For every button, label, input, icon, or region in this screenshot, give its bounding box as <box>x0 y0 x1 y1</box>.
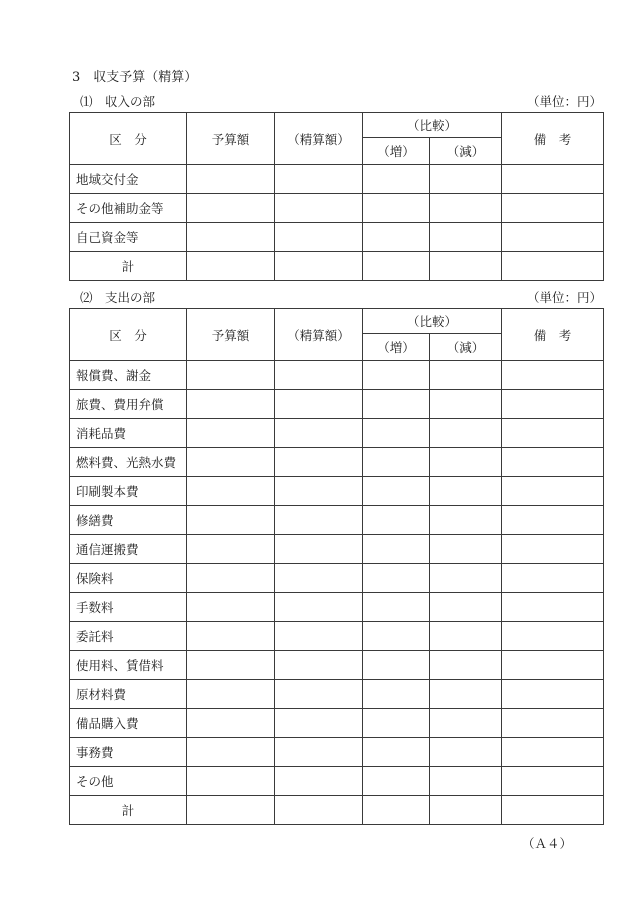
decrease-cell[interactable] <box>430 535 502 564</box>
table-row <box>70 419 604 448</box>
budget-cell[interactable] <box>187 564 275 593</box>
row-label: 自己資金等 <box>70 223 187 252</box>
settled-cell[interactable] <box>275 593 363 622</box>
increase-cell[interactable] <box>363 709 430 738</box>
settled-cell[interactable] <box>275 767 363 796</box>
decrease-cell[interactable] <box>430 593 502 622</box>
row-label: 使用料、賃借料 <box>70 651 187 680</box>
settled-cell[interactable] <box>275 390 363 419</box>
table-row <box>70 535 604 564</box>
income-header-increase: （増） <box>363 138 430 165</box>
income-header-comparison: （比較） <box>363 113 502 138</box>
row-label: 消耗品費 <box>70 419 187 448</box>
budget-cell[interactable] <box>187 680 275 709</box>
expense-subtitle: ⑵ 支出の部 <box>80 290 156 305</box>
decrease-cell[interactable] <box>430 477 502 506</box>
decrease-cell[interactable] <box>430 564 502 593</box>
income-header-decrease: （減） <box>430 138 502 165</box>
row-label: 報償費、謝金 <box>70 361 187 390</box>
remarks-cell[interactable] <box>502 448 604 477</box>
increase-cell[interactable] <box>363 361 430 390</box>
settled-cell[interactable] <box>275 709 363 738</box>
decrease-cell[interactable] <box>430 709 502 738</box>
income-subtitle: ⑴ 収入の部 <box>80 94 156 109</box>
table-row <box>70 223 604 252</box>
settled-cell[interactable] <box>275 252 363 281</box>
settled-cell[interactable] <box>275 165 363 194</box>
table-row <box>70 622 604 651</box>
income-header-remarks: 備 考 <box>502 113 604 165</box>
budget-cell[interactable] <box>187 223 275 252</box>
income-unit: （単位：円） <box>526 94 602 109</box>
settled-cell[interactable] <box>275 535 363 564</box>
settled-cell[interactable] <box>275 477 363 506</box>
decrease-cell[interactable] <box>430 252 502 281</box>
row-label: その他補助金等 <box>70 194 187 223</box>
row-label: その他 <box>70 767 187 796</box>
remarks-cell[interactable] <box>502 419 604 448</box>
increase-cell[interactable] <box>363 767 430 796</box>
increase-cell[interactable] <box>363 419 430 448</box>
increase-cell[interactable] <box>363 477 430 506</box>
increase-cell[interactable] <box>363 165 430 194</box>
decrease-cell[interactable] <box>430 194 502 223</box>
expense-table-body <box>70 309 604 825</box>
budget-cell[interactable] <box>187 390 275 419</box>
decrease-cell[interactable] <box>430 165 502 194</box>
income-total-row <box>70 252 604 281</box>
row-label: 地域交付金 <box>70 165 187 194</box>
row-label: 印刷製本費 <box>70 477 187 506</box>
settled-cell[interactable] <box>275 738 363 767</box>
settled-cell[interactable] <box>275 223 363 252</box>
increase-cell[interactable] <box>363 680 430 709</box>
budget-cell[interactable] <box>187 165 275 194</box>
decrease-cell[interactable] <box>430 506 502 535</box>
row-label: 燃料費、光熱水費 <box>70 448 187 477</box>
budget-cell[interactable] <box>187 361 275 390</box>
settled-cell[interactable] <box>275 506 363 535</box>
settled-cell[interactable] <box>275 448 363 477</box>
table-row <box>70 593 604 622</box>
section-title: 3 収支予算（精算） <box>72 70 198 85</box>
remarks-cell[interactable] <box>502 477 604 506</box>
decrease-cell[interactable] <box>430 796 502 825</box>
increase-cell[interactable] <box>363 506 430 535</box>
table-row <box>70 651 604 680</box>
increase-cell[interactable] <box>363 593 430 622</box>
remarks-cell[interactable] <box>502 165 604 194</box>
expense-header-category: 区 分 <box>70 309 187 361</box>
remarks-cell[interactable] <box>502 194 604 223</box>
row-label: 委託料 <box>70 622 187 651</box>
remarks-cell[interactable] <box>502 593 604 622</box>
remarks-cell[interactable] <box>502 223 604 252</box>
expense-total-label: 計 <box>70 796 187 825</box>
increase-cell[interactable] <box>363 252 430 281</box>
budget-cell[interactable] <box>187 622 275 651</box>
decrease-cell[interactable] <box>430 651 502 680</box>
budget-cell[interactable] <box>187 796 275 825</box>
income-table-body <box>70 113 604 281</box>
row-label: 保険料 <box>70 564 187 593</box>
settled-cell[interactable] <box>275 651 363 680</box>
table-row <box>70 767 604 796</box>
expense-header-comparison: （比較） <box>363 309 502 334</box>
row-label: 事務費 <box>70 738 187 767</box>
settled-cell[interactable] <box>275 796 363 825</box>
income-total-label: 計 <box>70 252 187 281</box>
settled-cell[interactable] <box>275 361 363 390</box>
table-row <box>70 165 604 194</box>
row-label: 原材料費 <box>70 680 187 709</box>
expense-total-row <box>70 796 604 825</box>
expense-table <box>69 308 604 825</box>
remarks-cell[interactable] <box>502 252 604 281</box>
decrease-cell[interactable] <box>430 419 502 448</box>
expense-header-remarks: 備 考 <box>502 309 604 361</box>
expense-unit: （単位：円） <box>526 290 602 305</box>
remarks-cell[interactable] <box>502 796 604 825</box>
table-row <box>70 709 604 738</box>
income-table <box>69 112 604 281</box>
increase-cell[interactable] <box>363 223 430 252</box>
expense-header-settled: （精算額） <box>275 309 363 361</box>
budget-cell[interactable] <box>187 651 275 680</box>
budget-cell[interactable] <box>187 738 275 767</box>
expense-header-budget: 予算額 <box>187 309 275 361</box>
settled-cell[interactable] <box>275 419 363 448</box>
table-row <box>70 738 604 767</box>
decrease-cell[interactable] <box>430 738 502 767</box>
remarks-cell[interactable] <box>502 738 604 767</box>
row-label: 旅費、費用弁償 <box>70 390 187 419</box>
increase-cell[interactable] <box>363 448 430 477</box>
table-row <box>70 361 604 390</box>
decrease-cell[interactable] <box>430 223 502 252</box>
remarks-cell[interactable] <box>502 767 604 796</box>
increase-cell[interactable] <box>363 535 430 564</box>
increase-cell[interactable] <box>363 194 430 223</box>
table-row <box>70 390 604 419</box>
table-row <box>70 680 604 709</box>
budget-cell[interactable] <box>187 593 275 622</box>
table-row <box>70 506 604 535</box>
budget-cell[interactable] <box>187 448 275 477</box>
decrease-cell[interactable] <box>430 680 502 709</box>
expense-header-decrease: （減） <box>430 334 502 361</box>
increase-cell[interactable] <box>363 622 430 651</box>
budget-cell[interactable] <box>187 506 275 535</box>
settled-cell[interactable] <box>275 564 363 593</box>
table-row <box>70 564 604 593</box>
increase-cell[interactable] <box>363 390 430 419</box>
decrease-cell[interactable] <box>430 622 502 651</box>
income-header-category: 区 分 <box>70 113 187 165</box>
table-row <box>70 448 604 477</box>
remarks-cell[interactable] <box>502 564 604 593</box>
row-label: 修繕費 <box>70 506 187 535</box>
budget-cell[interactable] <box>187 477 275 506</box>
budget-cell[interactable] <box>187 252 275 281</box>
budget-cell[interactable] <box>187 709 275 738</box>
decrease-cell[interactable] <box>430 767 502 796</box>
remarks-cell[interactable] <box>502 680 604 709</box>
increase-cell[interactable] <box>363 738 430 767</box>
income-header-budget: 予算額 <box>187 113 275 165</box>
table-row <box>70 477 604 506</box>
remarks-cell[interactable] <box>502 535 604 564</box>
settled-cell[interactable] <box>275 194 363 223</box>
expense-header-increase: （増） <box>363 334 430 361</box>
decrease-cell[interactable] <box>430 390 502 419</box>
remarks-cell[interactable] <box>502 390 604 419</box>
remarks-cell[interactable] <box>502 709 604 738</box>
increase-cell[interactable] <box>363 564 430 593</box>
decrease-cell[interactable] <box>430 361 502 390</box>
row-label: 通信運搬費 <box>70 535 187 564</box>
increase-cell[interactable] <box>363 651 430 680</box>
remarks-cell[interactable] <box>502 622 604 651</box>
settled-cell[interactable] <box>275 622 363 651</box>
remarks-cell[interactable] <box>502 361 604 390</box>
income-header-settled: （精算額） <box>275 113 363 165</box>
paper-size-note: （Ａ４） <box>521 836 572 851</box>
increase-cell[interactable] <box>363 796 430 825</box>
budget-cell[interactable] <box>187 535 275 564</box>
remarks-cell[interactable] <box>502 506 604 535</box>
row-label: 手数料 <box>70 593 187 622</box>
table-row <box>70 194 604 223</box>
settled-cell[interactable] <box>275 680 363 709</box>
remarks-cell[interactable] <box>502 651 604 680</box>
budget-cell[interactable] <box>187 419 275 448</box>
budget-cell[interactable] <box>187 767 275 796</box>
row-label: 備品購入費 <box>70 709 187 738</box>
budget-cell[interactable] <box>187 194 275 223</box>
decrease-cell[interactable] <box>430 448 502 477</box>
